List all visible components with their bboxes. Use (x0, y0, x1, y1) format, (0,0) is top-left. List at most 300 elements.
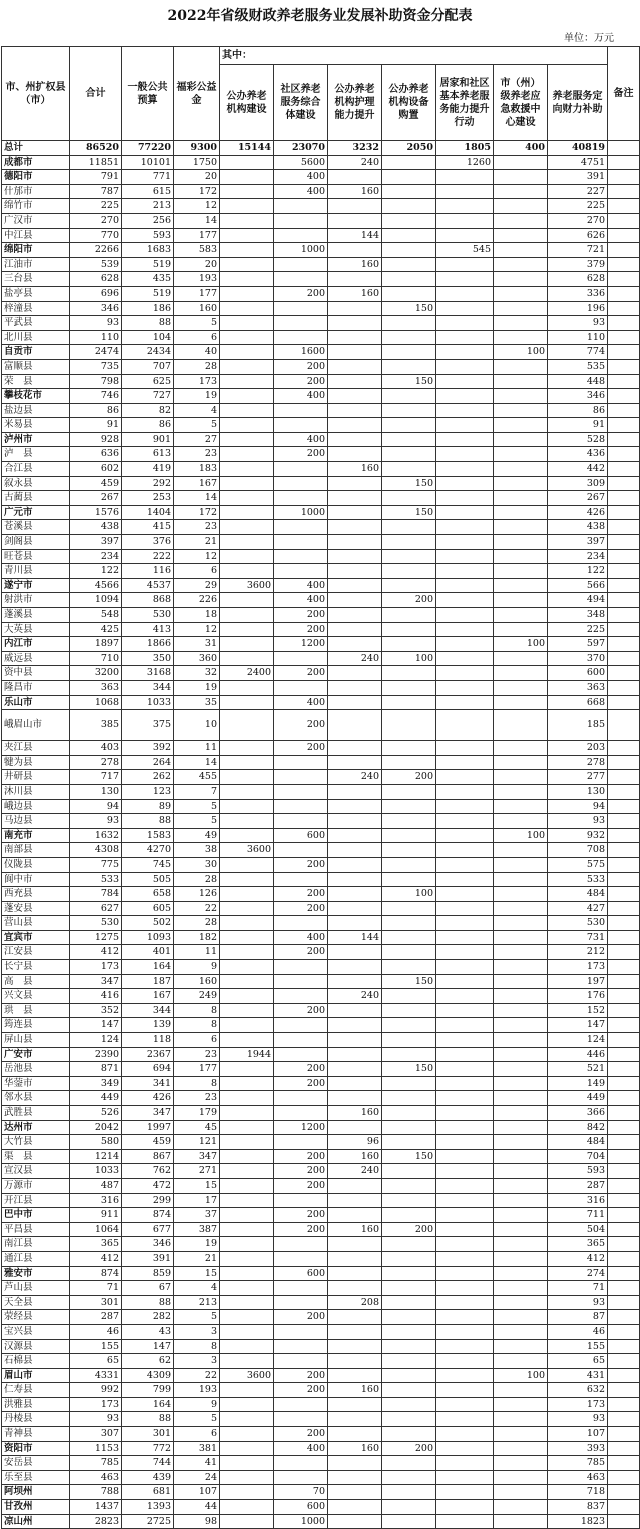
value-cell-c1 (220, 608, 274, 623)
note-cell (608, 974, 640, 989)
value-cell-t: 788 (70, 1485, 122, 1500)
value-cell-c4 (382, 666, 436, 681)
table-row (2, 549, 640, 564)
value-cell-g: 88 (122, 316, 174, 331)
value-cell-c5: 545 (436, 243, 494, 258)
value-cell-g: 419 (122, 462, 174, 477)
value-cell-c5 (436, 1237, 494, 1252)
table-row (2, 491, 640, 506)
value-cell-c7: 147 (548, 1018, 608, 1033)
value-cell-c6 (494, 330, 548, 345)
value-cell-g: 375 (122, 710, 174, 741)
value-cell-c2 (274, 1456, 328, 1471)
region-name-cell: 西充县 (2, 887, 70, 902)
region-name-cell: 雅安市 (2, 1266, 70, 1281)
value-cell-c2: 200 (274, 1164, 328, 1179)
value-cell-t: 416 (70, 989, 122, 1004)
value-cell-c7: 40819 (548, 141, 608, 156)
value-cell-c2 (274, 549, 328, 564)
region-name-cell: 蓬安县 (2, 901, 70, 916)
value-cell-g: 350 (122, 651, 174, 666)
value-cell-c3 (328, 974, 382, 989)
value-cell-g: 744 (122, 1456, 174, 1471)
value-cell-g: 771 (122, 170, 174, 185)
value-cell-c1 (220, 199, 274, 214)
value-cell-t: 1153 (70, 1441, 122, 1456)
value-cell-c6: 100 (494, 345, 548, 360)
region-name-cell: 宝兴县 (2, 1324, 70, 1339)
value-cell-c1 (220, 389, 274, 404)
value-cell-g: 282 (122, 1310, 174, 1325)
note-cell (608, 1164, 640, 1179)
value-cell-c4 (382, 564, 436, 579)
value-cell-c5 (436, 301, 494, 316)
value-cell-c7: 93 (548, 316, 608, 331)
value-cell-c2 (274, 872, 328, 887)
value-cell-c4 (382, 447, 436, 462)
value-cell-c1 (220, 651, 274, 666)
value-cell-c2: 200 (274, 1062, 328, 1077)
note-cell (608, 243, 640, 258)
value-cell-c1 (220, 1149, 274, 1164)
value-cell-l: 5 (174, 316, 220, 331)
value-cell-t: 316 (70, 1193, 122, 1208)
value-cell-c7: 93 (548, 1412, 608, 1427)
value-cell-t: 347 (70, 974, 122, 989)
value-cell-g: 116 (122, 564, 174, 579)
value-cell-c5 (436, 608, 494, 623)
value-cell-c1: 3600 (220, 578, 274, 593)
table-row (2, 770, 640, 785)
value-cell-c6 (494, 374, 548, 389)
value-cell-c5 (436, 286, 494, 301)
value-cell-g: 82 (122, 403, 174, 418)
value-cell-c3 (328, 1062, 382, 1077)
value-cell-c1 (220, 593, 274, 608)
value-cell-c7: 270 (548, 213, 608, 228)
note-cell (608, 447, 640, 462)
region-name-cell: 射洪市 (2, 593, 70, 608)
value-cell-c1 (220, 828, 274, 843)
value-cell-c7: 348 (548, 608, 608, 623)
value-cell-c5 (436, 359, 494, 374)
value-cell-c2 (274, 535, 328, 550)
value-cell-t: 459 (70, 476, 122, 491)
value-cell-t: 93 (70, 316, 122, 331)
value-cell-c6 (494, 1178, 548, 1193)
value-cell-t: 278 (70, 755, 122, 770)
table-row (2, 505, 640, 520)
table-row (2, 784, 640, 799)
value-cell-l: 22 (174, 1368, 220, 1383)
value-cell-l: 10 (174, 710, 220, 741)
value-cell-c7: 393 (548, 1441, 608, 1456)
value-cell-c7: 107 (548, 1427, 608, 1442)
value-cell-c1 (220, 945, 274, 960)
table-row (2, 799, 640, 814)
value-cell-g: 222 (122, 549, 174, 564)
table-row (2, 564, 640, 579)
value-cell-c6 (494, 1003, 548, 1018)
value-cell-l: 11 (174, 945, 220, 960)
value-cell-c5 (436, 651, 494, 666)
value-cell-c3 (328, 1266, 382, 1281)
value-cell-c5 (436, 1149, 494, 1164)
value-cell-c6 (494, 389, 548, 404)
value-cell-c4 (382, 872, 436, 887)
value-cell-t: 1632 (70, 828, 122, 843)
value-cell-c3 (328, 1281, 382, 1296)
table-row (2, 960, 640, 975)
value-cell-c6 (494, 1106, 548, 1121)
region-name-cell: 仁寿县 (2, 1383, 70, 1398)
value-cell-c7: 71 (548, 1281, 608, 1296)
note-cell (608, 155, 640, 170)
value-cell-c2 (274, 213, 328, 228)
value-cell-l: 28 (174, 916, 220, 931)
value-cell-c7: 363 (548, 680, 608, 695)
value-cell-l: 5 (174, 418, 220, 433)
table-body (2, 141, 640, 1529)
value-cell-c5 (436, 578, 494, 593)
table-row (2, 622, 640, 637)
value-cell-c7: 530 (548, 916, 608, 931)
value-cell-c3 (328, 680, 382, 695)
region-name-cell: 宣汉县 (2, 1164, 70, 1179)
note-cell (608, 843, 640, 858)
value-cell-c1 (220, 1076, 274, 1091)
value-cell-c5 (436, 1018, 494, 1033)
value-cell-l: 14 (174, 213, 220, 228)
value-cell-c5 (436, 814, 494, 829)
value-cell-c6 (494, 901, 548, 916)
value-cell-t: 385 (70, 710, 122, 741)
table-row (2, 1470, 640, 1485)
value-cell-c2: 200 (274, 447, 328, 462)
region-name-cell: 筠连县 (2, 1018, 70, 1033)
value-cell-c5 (436, 418, 494, 433)
value-cell-g: 167 (122, 989, 174, 1004)
value-cell-l: 12 (174, 199, 220, 214)
value-cell-c1 (220, 462, 274, 477)
value-cell-l: 14 (174, 755, 220, 770)
table-row (2, 1208, 640, 1223)
value-cell-c7: 124 (548, 1033, 608, 1048)
value-cell-c3 (328, 828, 382, 843)
value-cell-c3 (328, 1091, 382, 1106)
region-name-cell: 凉山州 (2, 1514, 70, 1529)
value-cell-c3 (328, 593, 382, 608)
value-cell-c7: 91 (548, 418, 608, 433)
region-name-cell: 峨眉山市 (2, 710, 70, 741)
value-cell-c3 (328, 1237, 382, 1252)
value-cell-c5 (436, 1062, 494, 1077)
table-row (2, 1339, 640, 1354)
region-name-cell: 长宁县 (2, 960, 70, 975)
value-cell-c6 (494, 1324, 548, 1339)
value-cell-t: 91 (70, 418, 122, 433)
value-cell-c4: 200 (382, 593, 436, 608)
value-cell-l: 7 (174, 784, 220, 799)
value-cell-c5 (436, 901, 494, 916)
value-cell-g: 347 (122, 1106, 174, 1121)
value-cell-g: 799 (122, 1383, 174, 1398)
value-cell-c2: 1600 (274, 345, 328, 360)
value-cell-c3 (328, 1178, 382, 1193)
value-cell-c1 (220, 1120, 274, 1135)
region-name-cell: 开江县 (2, 1193, 70, 1208)
header-general-budget: 一般公共预算 (122, 47, 174, 141)
value-cell-c4 (382, 1310, 436, 1325)
value-cell-c2 (274, 1135, 328, 1150)
value-cell-g: 86 (122, 418, 174, 433)
value-cell-t: 4566 (70, 578, 122, 593)
table-row (2, 1456, 640, 1471)
value-cell-c6 (494, 1485, 548, 1500)
note-cell (608, 1427, 640, 1442)
table-row (2, 1514, 640, 1529)
value-cell-l: 179 (174, 1106, 220, 1121)
value-cell-l: 35 (174, 695, 220, 710)
value-cell-c3: 160 (328, 184, 382, 199)
value-cell-g: 867 (122, 1149, 174, 1164)
value-cell-t: 775 (70, 857, 122, 872)
note-cell (608, 1281, 640, 1296)
value-cell-c5 (436, 345, 494, 360)
table-row (2, 814, 640, 829)
value-cell-c2 (274, 199, 328, 214)
value-cell-c5 (436, 843, 494, 858)
table-row (2, 199, 640, 214)
value-cell-c7: 711 (548, 1208, 608, 1223)
value-cell-t: 425 (70, 622, 122, 637)
region-name-cell: 旺苍县 (2, 549, 70, 564)
value-cell-c1 (220, 695, 274, 710)
value-cell-c7: 130 (548, 784, 608, 799)
value-cell-c2: 200 (274, 666, 328, 681)
value-cell-c4 (382, 272, 436, 287)
value-cell-c5 (436, 1193, 494, 1208)
value-cell-g: 10101 (122, 155, 174, 170)
value-cell-g: 164 (122, 960, 174, 975)
value-cell-c4 (382, 286, 436, 301)
value-cell-t: 173 (70, 960, 122, 975)
value-cell-c3: 240 (328, 989, 382, 1004)
value-cell-c1 (220, 549, 274, 564)
value-cell-c3 (328, 301, 382, 316)
value-cell-c7: 397 (548, 535, 608, 550)
value-cell-g: 694 (122, 1062, 174, 1077)
value-cell-c3 (328, 491, 382, 506)
note-cell (608, 272, 640, 287)
value-cell-c6 (494, 916, 548, 931)
value-cell-c1 (220, 1441, 274, 1456)
value-cell-l: 4 (174, 1281, 220, 1296)
value-cell-l: 226 (174, 593, 220, 608)
value-cell-c2 (274, 272, 328, 287)
region-name-cell: 芦山县 (2, 1281, 70, 1296)
value-cell-c4 (382, 578, 436, 593)
value-cell-t: 403 (70, 741, 122, 756)
note-cell (608, 960, 640, 975)
value-cell-g: 874 (122, 1208, 174, 1223)
note-cell (608, 476, 640, 491)
value-cell-c3 (328, 389, 382, 404)
value-cell-c1 (220, 272, 274, 287)
value-cell-t: 130 (70, 784, 122, 799)
value-cell-c2 (274, 1193, 328, 1208)
value-cell-c6 (494, 359, 548, 374)
value-cell-c4 (382, 243, 436, 258)
value-cell-c6 (494, 1047, 548, 1062)
value-cell-c7: 391 (548, 170, 608, 185)
value-cell-c5 (436, 1281, 494, 1296)
value-cell-c5 (436, 1251, 494, 1266)
note-cell (608, 666, 640, 681)
value-cell-g: 681 (122, 1485, 174, 1500)
value-cell-c6 (494, 680, 548, 695)
note-cell (608, 403, 640, 418)
value-cell-g: 519 (122, 286, 174, 301)
table-row (2, 1178, 640, 1193)
value-cell-g: 262 (122, 770, 174, 785)
value-cell-t: 580 (70, 1135, 122, 1150)
value-cell-l: 347 (174, 1149, 220, 1164)
value-cell-c6 (494, 1120, 548, 1135)
value-cell-l: 32 (174, 666, 220, 681)
value-cell-c7: 203 (548, 741, 608, 756)
value-cell-c3: 160 (328, 1383, 382, 1398)
value-cell-l: 24 (174, 1470, 220, 1485)
value-cell-t: 463 (70, 1470, 122, 1485)
region-name-cell: 平武县 (2, 316, 70, 331)
region-name-cell: 盐边县 (2, 403, 70, 418)
value-cell-c1 (220, 520, 274, 535)
value-cell-g: 4270 (122, 843, 174, 858)
value-cell-c4 (382, 1339, 436, 1354)
value-cell-l: 8 (174, 1339, 220, 1354)
value-cell-c6 (494, 520, 548, 535)
value-cell-t: 352 (70, 1003, 122, 1018)
value-cell-c4 (382, 1076, 436, 1091)
value-cell-l: 583 (174, 243, 220, 258)
value-cell-c3: 240 (328, 651, 382, 666)
value-cell-t: 234 (70, 549, 122, 564)
note-cell (608, 637, 640, 652)
header-note: 备注 (608, 47, 640, 141)
value-cell-c1 (220, 1237, 274, 1252)
region-name-cell: 乐至县 (2, 1470, 70, 1485)
note-cell (608, 1120, 640, 1135)
value-cell-c6 (494, 228, 548, 243)
value-cell-c1 (220, 476, 274, 491)
value-cell-c2: 1000 (274, 1514, 328, 1529)
value-cell-c2: 400 (274, 695, 328, 710)
value-cell-c4 (382, 1106, 436, 1121)
value-cell-g: 901 (122, 432, 174, 447)
value-cell-c3 (328, 916, 382, 931)
table-row (2, 930, 640, 945)
value-cell-c4 (382, 330, 436, 345)
region-name-cell: 自贡市 (2, 345, 70, 360)
value-cell-c2: 23070 (274, 141, 328, 156)
value-cell-c4 (382, 843, 436, 858)
value-cell-t: 602 (70, 462, 122, 477)
table-row (2, 447, 640, 462)
value-cell-t: 225 (70, 199, 122, 214)
value-cell-c2 (274, 564, 328, 579)
value-cell-c6 (494, 505, 548, 520)
value-cell-c6 (494, 857, 548, 872)
value-cell-g: 392 (122, 741, 174, 756)
value-cell-c5 (436, 374, 494, 389)
note-cell (608, 784, 640, 799)
value-cell-l: 15 (174, 1178, 220, 1193)
value-cell-c1 (220, 1470, 274, 1485)
value-cell-c3 (328, 1470, 382, 1485)
table-row (2, 1033, 640, 1048)
value-cell-c5 (436, 710, 494, 741)
value-cell-c4 (382, 1368, 436, 1383)
value-cell-g: 613 (122, 447, 174, 462)
note-cell (608, 462, 640, 477)
value-cell-g: 727 (122, 389, 174, 404)
value-cell-c2 (274, 1470, 328, 1485)
value-cell-c6 (494, 666, 548, 681)
value-cell-c7: 4751 (548, 155, 608, 170)
value-cell-c4 (382, 184, 436, 199)
value-cell-g: 2725 (122, 1514, 174, 1529)
value-cell-c4 (382, 784, 436, 799)
value-cell-c1 (220, 1033, 274, 1048)
region-name-cell: 阆中市 (2, 872, 70, 887)
value-cell-l: 14 (174, 491, 220, 506)
value-cell-g: 391 (122, 1251, 174, 1266)
value-cell-c2: 400 (274, 170, 328, 185)
value-cell-c5 (436, 403, 494, 418)
header-of-which: 其中： (220, 47, 608, 65)
table-row (2, 593, 640, 608)
value-cell-c3: 144 (328, 930, 382, 945)
value-cell-l: 18 (174, 608, 220, 623)
value-cell-c1 (220, 418, 274, 433)
value-cell-c5 (436, 666, 494, 681)
value-cell-c6 (494, 1237, 548, 1252)
value-cell-c2: 200 (274, 887, 328, 902)
value-cell-c3: 160 (328, 462, 382, 477)
value-cell-l: 8 (174, 1003, 220, 1018)
value-cell-c2: 200 (274, 622, 328, 637)
value-cell-t: 530 (70, 916, 122, 931)
value-cell-g: 772 (122, 1441, 174, 1456)
value-cell-c4 (382, 1193, 436, 1208)
value-cell-t: 928 (70, 432, 122, 447)
value-cell-c6: 400 (494, 141, 548, 156)
value-cell-c4 (382, 491, 436, 506)
value-cell-c1 (220, 680, 274, 695)
value-cell-c4 (382, 1485, 436, 1500)
value-cell-c1 (220, 447, 274, 462)
value-cell-c7: 86 (548, 403, 608, 418)
table-row (2, 695, 640, 710)
value-cell-g: 707 (122, 359, 174, 374)
header-c7: 养老服务定向财力补助 (548, 65, 608, 141)
value-cell-c6 (494, 447, 548, 462)
value-cell-c2: 200 (274, 1003, 328, 1018)
value-cell-t: 2390 (70, 1047, 122, 1062)
value-cell-c2: 200 (274, 1383, 328, 1398)
value-cell-c7: 731 (548, 930, 608, 945)
